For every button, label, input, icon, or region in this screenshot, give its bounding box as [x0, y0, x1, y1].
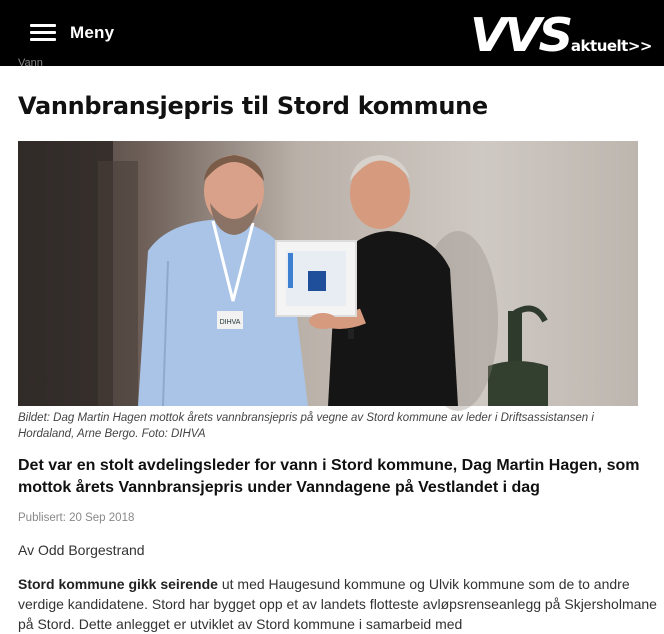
menu-button[interactable]: [30, 19, 114, 47]
breadcrumb-text[interactable]: Vann: [18, 57, 43, 69]
article-body: [18, 574, 658, 634]
photo-illustration: [18, 141, 638, 406]
article-lead: Det var en stolt avdelingsleder for vann i Stord kommune, Dag Martin Hagen, som mottok årets Vannbransjepris under Vanndagene på Vestlandet i dag: [18, 457, 640, 496]
article-author: Av Odd Borgestrand: [18, 542, 145, 558]
menu-label: Meny: [70, 23, 115, 42]
logo-main-text: VVS: [469, 8, 570, 62]
publish-date: Publisert: 20 Sep 2018: [18, 512, 135, 524]
article-body-bold: Stord kommune gikk seirende: [18, 576, 218, 592]
badge-text: DIHVA: [219, 319, 241, 326]
article-photo: [18, 141, 638, 406]
article-body-rest: ut med Haugesund kommune og Ulvik kommune som de to andre verdige kandidatene. Stord har bygget opp et av landets flotteste avløpsrenseanlegg på Skjersholmane på Stord. Dette anlegget er utviklet av Stord kommune i samarbeid med: [18, 576, 657, 632]
article-title: Vannbransjepris til Stord kommune: [18, 92, 488, 120]
site-logo[interactable]: [469, 8, 652, 62]
breadcrumb[interactable]: [18, 57, 58, 70]
hamburger-icon: [30, 24, 56, 42]
photo-caption: Bildet: Dag Martin Hagen mottok årets vannbransjepris på vegne av Stord kommune av leder i Driftsassistansen i Hordaland, Arne Bergo. Foto: DIHVA: [18, 412, 594, 440]
top-navigation-bar: [0, 0, 664, 66]
logo-sub-text: aktuelt>>: [570, 37, 652, 55]
